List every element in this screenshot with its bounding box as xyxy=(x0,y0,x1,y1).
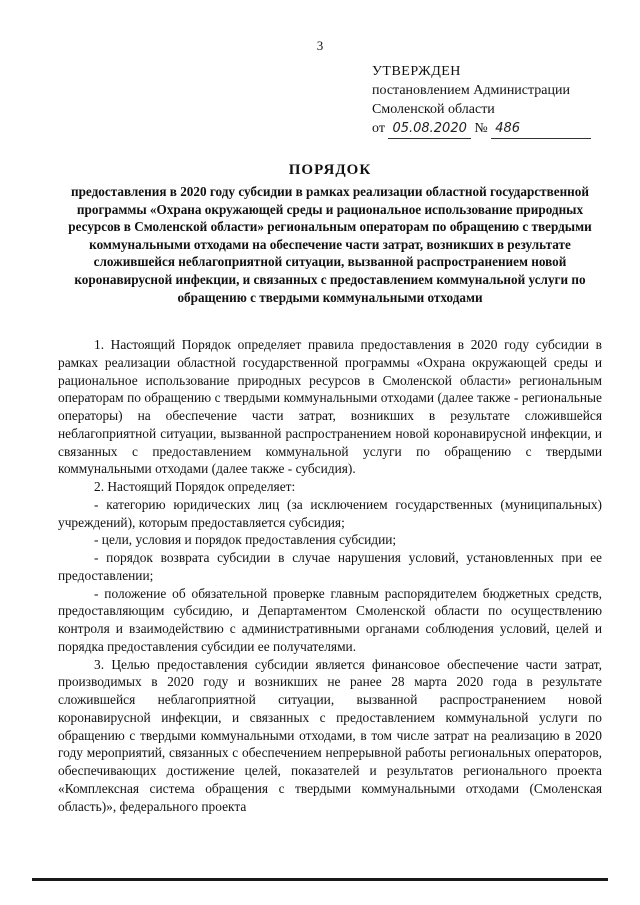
document-subtitle: предоставления в 2020 году субсидии в рамках реализации областной государственной программы «Охрана окружающей среды и рациональное использование природных ресурсов в Смоленской области» региональным операторам по обращению с твердыми коммунальными отходами на обеспечение части затрат, возникших в результате сложившейся неблагоприятной ситуации, вызванной распространением новой коронавирусной инфекции, и связанных с предоставлением коммунальной услуги по обращению с твердыми коммунальными отходами xyxy=(68,184,592,305)
list-item-control: - положение об обязательной проверке главным распорядителем бюджетных средств, предоставляющим субсидию, и Департаментом Смоленской области по осуществлению контроля и взаимодействию с административными органами соблюдения условий, целей и порядка предоставления субсидии ее получателями. xyxy=(58,585,602,654)
approval-heading: УТВЕРЖДЕН xyxy=(372,64,461,79)
footer-rule xyxy=(32,878,608,881)
list-item-refund: - порядок возврата субсидии в случае нарушения условий, установленных при ее предоставлении; xyxy=(58,550,602,583)
paragraph-2: 2. Настоящий Порядок определяет: xyxy=(94,479,296,494)
approval-date-line xyxy=(372,119,622,139)
approval-block xyxy=(372,62,622,139)
handwritten-date: 05.08.2020 xyxy=(388,119,470,139)
date-prefix: от xyxy=(372,121,385,136)
paragraph-3: 3. Целью предоставления субсидии является финансовое обеспечение части затрат, производимых в 2020 году и возникших не ранее 28 марта 2020 года в результате сложившейся неблагоприятной ситуации, вызванной распространением новой коронавирусной инфекции, и связанных с предоставлением коммунальной услуги по обращению с твердыми коммунальными отходами, в том числе затрат на реализацию в 2020 году мероприятий, связанных с обеспечением непрерывной работы региональных операторов, обеспечивающих достижение целей, показателей и результатов регионального проекта «Комплексная система обращения с твердыми коммунальными отходами (Смоленская область)», федерального проекта xyxy=(58,656,602,814)
paragraph-1: 1. Настоящий Порядок определяет правила предоставления в 2020 году субсидии в рамках реализации областной государственной программы «Охрана окружающей среды и рациональное использование природных ресурсов в Смоленской области» региональным операторам по обращению с твердыми коммунальными отходами (далее также - региональные операторы) на обеспечение части затрат, возникших в результате сложившейся неблагоприятной ситуации, вызванной распространением новой коронавирусной инфекции, и связанных с предоставлением коммунальной услуги по обращению с твердыми коммунальными отходами (далее также - субсидия). xyxy=(58,337,602,477)
approval-line-region: Смоленской области xyxy=(372,102,495,117)
handwritten-number: 486 xyxy=(491,119,591,139)
document-title: ПОРЯДОК xyxy=(288,162,372,178)
list-item-category: - категорию юридических лиц (за исключением государственных (муниципальных) учреждений), которым предоставляется субсидия; xyxy=(58,496,602,530)
page-number: 3 xyxy=(316,38,324,53)
document-body xyxy=(58,336,602,815)
approval-line-decree: постановлением Администрации xyxy=(372,83,570,98)
list-item-goals: - цели, условия и порядок предоставления субсидии; xyxy=(94,532,397,548)
number-label: № xyxy=(474,121,488,136)
